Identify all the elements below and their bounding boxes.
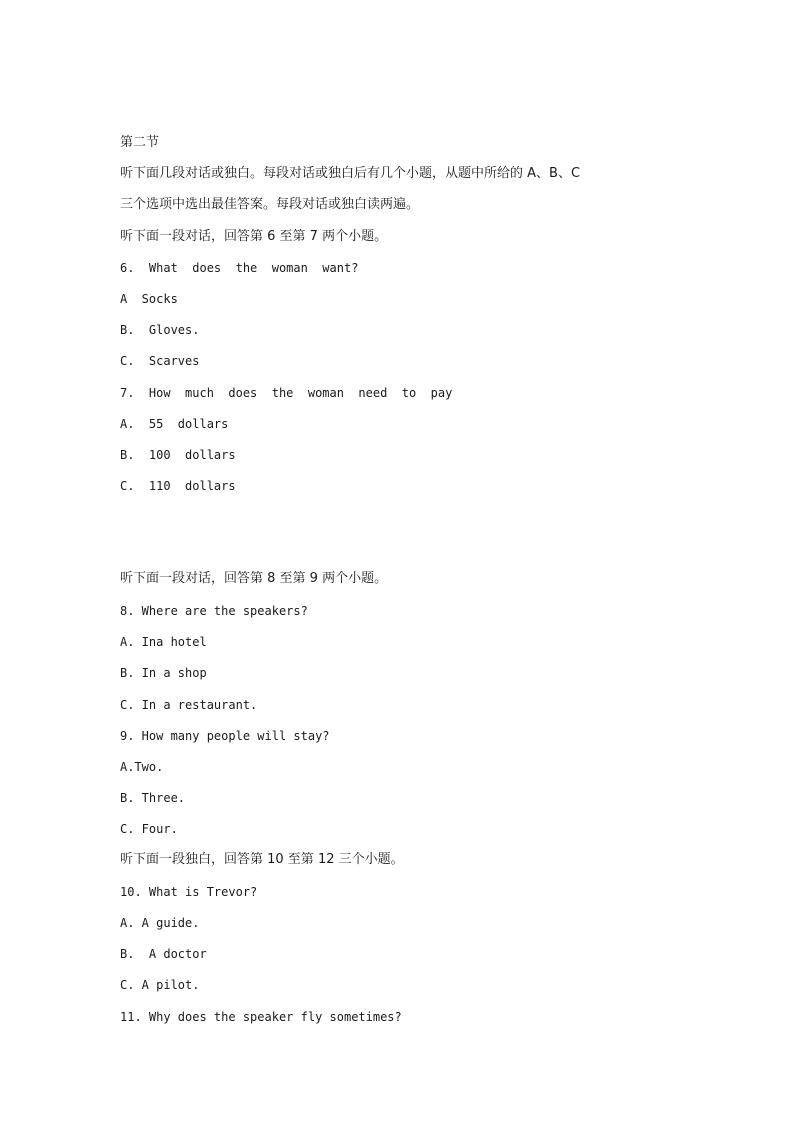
section-title: 第二节	[120, 135, 160, 150]
question-8: 8. Where are the speakers?	[120, 604, 308, 618]
part3-intro: 听下面一段独白，回答第 10 至第 12 三个小题。	[120, 852, 404, 867]
instructions-line-2: 三个选项中选出最佳答案。每段对话或独白读两遍。	[120, 197, 420, 212]
question-6-option-b: B. Gloves.	[120, 323, 200, 337]
instructions-line-1: 听下面几段对话或独白。每段对话或独白后有几个小题，从题中所给的 A、B、C	[120, 166, 581, 181]
question-9-option-c: C. Four.	[120, 822, 178, 836]
question-10-option-c: C. A pilot.	[120, 978, 200, 992]
question-7-option-c: C. 110 dollars	[120, 479, 236, 493]
question-9: 9. How many people will stay?	[120, 729, 330, 743]
question-10: 10. What is Trevor?	[120, 885, 258, 899]
part2-intro: 听下面一段对话，回答第 8 至第 9 两个小题。	[120, 571, 388, 586]
question-8-option-a: A. Ina hotel	[120, 635, 207, 649]
question-7-option-a: A. 55 dollars	[120, 417, 229, 431]
question-6-option-a: A Socks	[120, 292, 178, 306]
question-8-option-b: B. In a shop	[120, 666, 207, 680]
question-7-option-b: B. 100 dollars	[120, 448, 236, 462]
question-9-option-b: B. Three.	[120, 791, 186, 805]
question-6-option-c: C. Scarves	[120, 354, 200, 368]
question-9-option-a: A.Two.	[120, 760, 164, 774]
question-8-option-c: C. In a restaurant.	[120, 698, 258, 712]
part1-intro: 听下面一段对话，回答第 6 至第 7 两个小题。	[120, 229, 388, 244]
question-10-option-a: A. A guide.	[120, 916, 200, 930]
question-10-option-b: B. A doctor	[120, 947, 207, 961]
question-7: 7. How much does the woman need to pay	[120, 386, 453, 400]
question-11: 11. Why does the speaker fly sometimes?	[120, 1010, 402, 1024]
question-6: 6. What does the woman want?	[120, 261, 359, 275]
